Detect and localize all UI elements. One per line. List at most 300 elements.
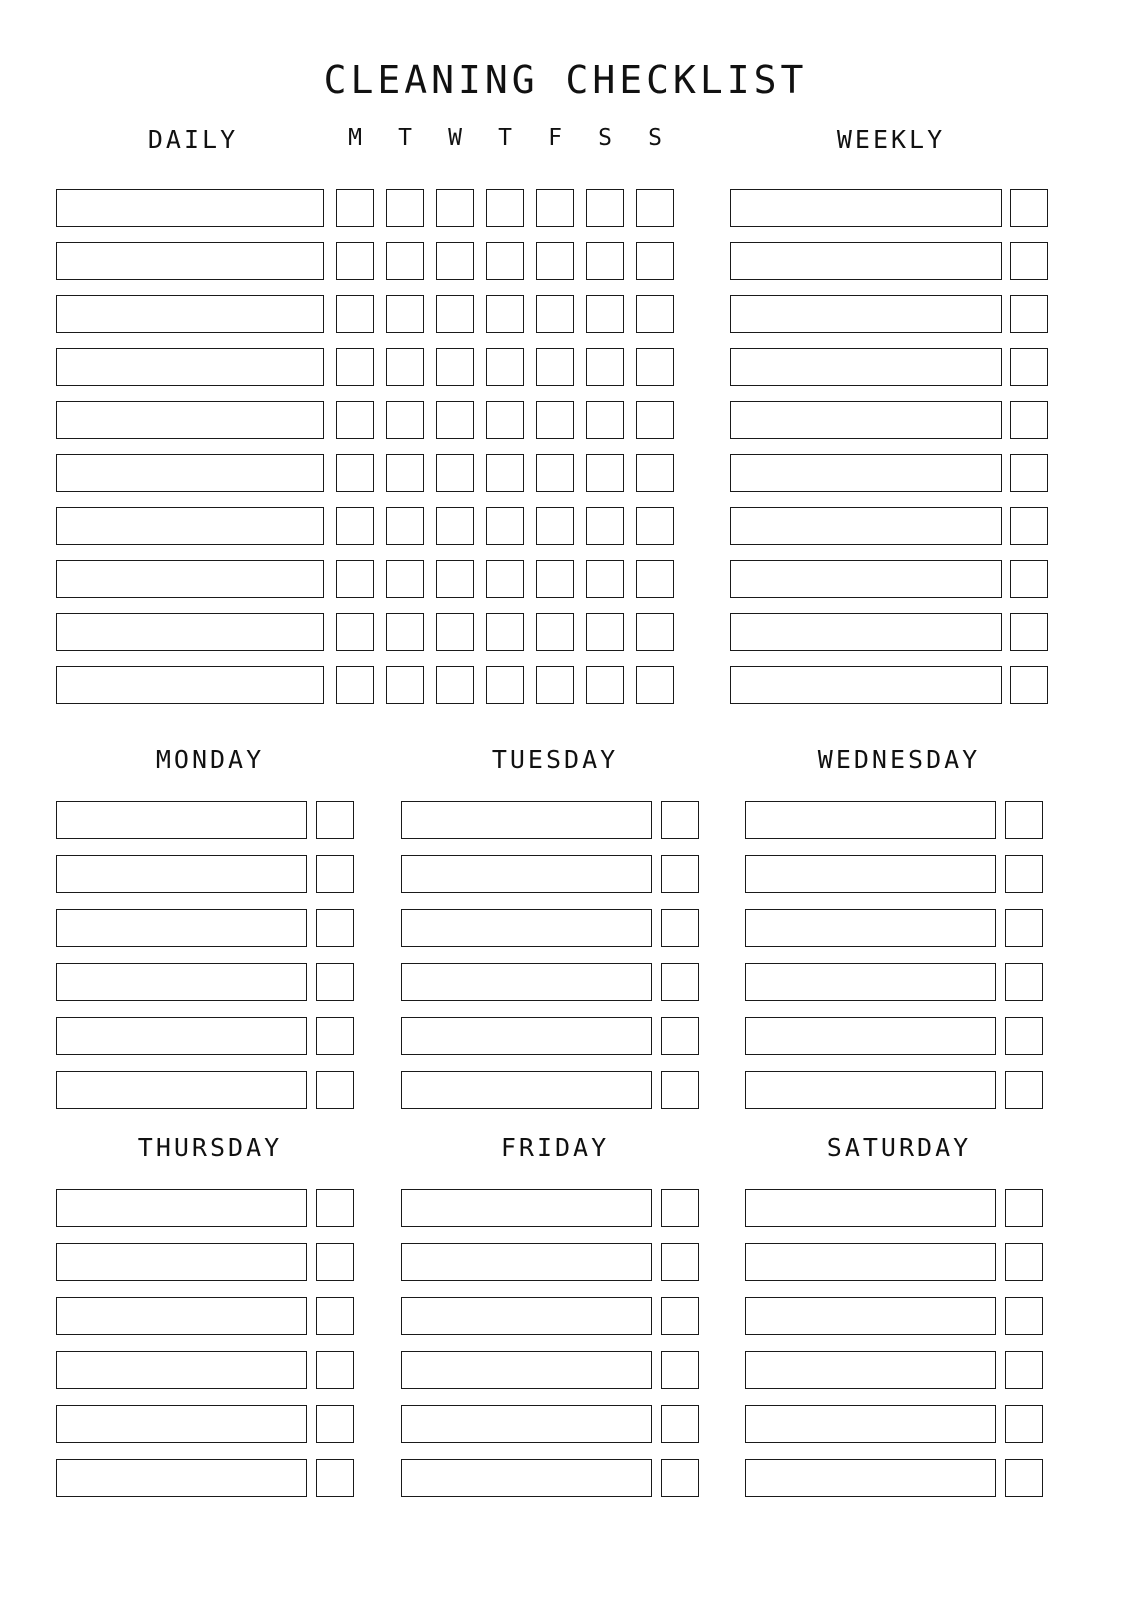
weekday-checkbox[interactable] bbox=[316, 1189, 354, 1227]
daily-checkbox[interactable] bbox=[436, 666, 474, 704]
weekday-task-input[interactable] bbox=[745, 1297, 996, 1335]
weekly-checkbox[interactable] bbox=[1010, 454, 1048, 492]
daily-checkbox[interactable] bbox=[336, 189, 374, 227]
daily-checkbox[interactable] bbox=[336, 242, 374, 280]
daily-check-cell bbox=[630, 507, 680, 545]
weekday-checkbox[interactable] bbox=[1005, 1405, 1043, 1443]
weekly-checkbox[interactable] bbox=[1010, 560, 1048, 598]
weekly-task-input[interactable] bbox=[730, 454, 1002, 492]
weekly-checkbox[interactable] bbox=[1010, 401, 1048, 439]
weekday-task-input[interactable] bbox=[56, 1351, 307, 1389]
weekday-task-row bbox=[56, 1181, 364, 1235]
daily-task-input[interactable] bbox=[56, 666, 324, 704]
weekday-task-row bbox=[745, 1009, 1053, 1063]
daily-check-cell bbox=[580, 189, 630, 227]
daily-checkbox[interactable] bbox=[586, 242, 624, 280]
daily-checkbox[interactable] bbox=[486, 189, 524, 227]
weekly-task-input[interactable] bbox=[730, 666, 1002, 704]
weekday-checkbox[interactable] bbox=[1005, 1351, 1043, 1389]
daily-check-cell bbox=[630, 189, 680, 227]
daily-checkbox[interactable] bbox=[386, 560, 424, 598]
weekday-checkbox[interactable] bbox=[661, 855, 699, 893]
daily-task-input[interactable] bbox=[56, 560, 324, 598]
weekday-task-input[interactable] bbox=[56, 855, 307, 893]
daily-weekday-letter: T bbox=[498, 125, 512, 151]
daily-checkbox[interactable] bbox=[636, 454, 674, 492]
weekday-checkbox[interactable] bbox=[316, 1071, 354, 1109]
daily-check-cell bbox=[430, 242, 480, 280]
daily-checkbox[interactable] bbox=[336, 348, 374, 386]
daily-checkbox[interactable] bbox=[336, 613, 374, 651]
daily-checkbox[interactable] bbox=[636, 507, 674, 545]
daily-checkbox[interactable] bbox=[486, 401, 524, 439]
daily-checkbox[interactable] bbox=[636, 189, 674, 227]
daily-check-cell bbox=[580, 507, 630, 545]
weekday-task-row bbox=[401, 901, 709, 955]
daily-check-cell bbox=[330, 242, 380, 280]
weekday-task-input[interactable] bbox=[56, 1405, 307, 1443]
daily-check-cell bbox=[330, 348, 380, 386]
weekday-checkbox[interactable] bbox=[1005, 801, 1043, 839]
weekday-checkbox[interactable] bbox=[661, 1405, 699, 1443]
weekday-task-row bbox=[745, 793, 1053, 847]
daily-checkbox[interactable] bbox=[386, 507, 424, 545]
weekday-checkbox[interactable] bbox=[1005, 1189, 1043, 1227]
daily-checkbox[interactable] bbox=[536, 401, 574, 439]
daily-check-cell bbox=[380, 189, 430, 227]
daily-checkbox[interactable] bbox=[586, 507, 624, 545]
weekday-task-input[interactable] bbox=[745, 1459, 996, 1497]
daily-task-row bbox=[56, 552, 680, 605]
daily-checkbox[interactable] bbox=[586, 666, 624, 704]
weekday-task-input[interactable] bbox=[745, 1017, 996, 1055]
weekday-section-thursday bbox=[56, 1133, 364, 1505]
daily-checkbox[interactable] bbox=[486, 454, 524, 492]
daily-checkbox[interactable] bbox=[636, 560, 674, 598]
daily-checkbox[interactable] bbox=[386, 401, 424, 439]
weekly-checkbox[interactable] bbox=[1010, 189, 1048, 227]
daily-task-input[interactable] bbox=[56, 189, 324, 227]
daily-checkbox[interactable] bbox=[536, 295, 574, 333]
daily-task-input[interactable] bbox=[56, 507, 324, 545]
daily-checkbox[interactable] bbox=[336, 666, 374, 704]
weekday-checkbox[interactable] bbox=[661, 1351, 699, 1389]
daily-task-input[interactable] bbox=[56, 454, 324, 492]
weekday-sections bbox=[0, 745, 1131, 1521]
weekday-section-monday bbox=[56, 745, 364, 1117]
weekday-task-row bbox=[56, 847, 364, 901]
weekday-task-input[interactable] bbox=[401, 1405, 652, 1443]
weekly-task-row bbox=[730, 234, 1052, 287]
daily-check-cell bbox=[480, 454, 530, 492]
weekday-checkbox[interactable] bbox=[1005, 963, 1043, 1001]
daily-check-cell bbox=[530, 242, 580, 280]
weekday-checkbox[interactable] bbox=[316, 1297, 354, 1335]
weekday-task-row bbox=[745, 955, 1053, 1009]
weekday-checkbox[interactable] bbox=[661, 1459, 699, 1497]
daily-check-cell bbox=[530, 295, 580, 333]
weekday-task-row bbox=[745, 1235, 1053, 1289]
daily-checkbox[interactable] bbox=[486, 613, 524, 651]
daily-checkbox[interactable] bbox=[586, 189, 624, 227]
weekday-task-input[interactable] bbox=[401, 801, 652, 839]
daily-checkbox[interactable] bbox=[586, 348, 624, 386]
weekday-task-input[interactable] bbox=[745, 1243, 996, 1281]
daily-check-cell bbox=[580, 242, 630, 280]
daily-checkbox[interactable] bbox=[386, 454, 424, 492]
daily-checkbox[interactable] bbox=[336, 295, 374, 333]
daily-weekday-letters bbox=[330, 125, 680, 151]
weekly-task-row bbox=[730, 393, 1052, 446]
weekly-task-input[interactable] bbox=[730, 242, 1002, 280]
daily-check-cell bbox=[580, 348, 630, 386]
weekday-heading: MONDAY bbox=[155, 745, 265, 774]
daily-check-cell bbox=[530, 560, 580, 598]
daily-task-row bbox=[56, 340, 680, 393]
weekly-checkbox[interactable] bbox=[1010, 242, 1048, 280]
daily-checkbox[interactable] bbox=[436, 348, 474, 386]
weekday-task-input[interactable] bbox=[401, 1017, 652, 1055]
daily-check-cell bbox=[380, 242, 430, 280]
weekly-task-row bbox=[730, 552, 1052, 605]
weekday-checkbox[interactable] bbox=[316, 963, 354, 1001]
daily-checkbox[interactable] bbox=[386, 666, 424, 704]
weekday-heading: FRIDAY bbox=[500, 1133, 610, 1162]
daily-checkbox[interactable] bbox=[636, 242, 674, 280]
daily-checkbox[interactable] bbox=[586, 613, 624, 651]
daily-checkbox[interactable] bbox=[636, 401, 674, 439]
daily-check-cell bbox=[630, 295, 680, 333]
daily-check-cell bbox=[330, 560, 380, 598]
weekly-task-input[interactable] bbox=[730, 295, 1002, 333]
weekday-task-input[interactable] bbox=[401, 1459, 652, 1497]
daily-task-input[interactable] bbox=[56, 242, 324, 280]
weekday-task-input[interactable] bbox=[56, 1459, 307, 1497]
weekday-checkbox[interactable] bbox=[661, 801, 699, 839]
daily-checkbox[interactable] bbox=[486, 560, 524, 598]
daily-checkbox[interactable] bbox=[436, 507, 474, 545]
weekly-task-input[interactable] bbox=[730, 348, 1002, 386]
daily-check-cell bbox=[580, 613, 630, 651]
weekday-task-input[interactable] bbox=[401, 963, 652, 1001]
weekday-checkbox[interactable] bbox=[661, 1017, 699, 1055]
weekday-checkbox[interactable] bbox=[316, 909, 354, 947]
weekday-task-row bbox=[401, 1181, 709, 1235]
daily-task-row bbox=[56, 234, 680, 287]
weekday-rows bbox=[401, 1181, 709, 1505]
daily-checkbox[interactable] bbox=[586, 560, 624, 598]
weekday-rows bbox=[745, 1181, 1053, 1505]
daily-check-cell bbox=[330, 507, 380, 545]
weekly-checkbox[interactable] bbox=[1010, 348, 1048, 386]
weekday-checkbox[interactable] bbox=[1005, 855, 1043, 893]
weekday-checkbox[interactable] bbox=[661, 1297, 699, 1335]
daily-task-row bbox=[56, 605, 680, 658]
weekday-checkbox[interactable] bbox=[1005, 909, 1043, 947]
weekday-checkbox[interactable] bbox=[316, 801, 354, 839]
daily-checkbox[interactable] bbox=[336, 401, 374, 439]
daily-check-cell bbox=[480, 401, 530, 439]
weekday-checkbox[interactable] bbox=[1005, 1459, 1043, 1497]
weekday-task-row bbox=[401, 1343, 709, 1397]
weekly-checkbox[interactable] bbox=[1010, 613, 1048, 651]
weekday-section-band bbox=[0, 1133, 1131, 1521]
weekday-task-row bbox=[745, 1397, 1053, 1451]
weekly-section bbox=[730, 125, 1052, 167]
daily-check-cell bbox=[480, 242, 530, 280]
daily-weekday-letter: S bbox=[648, 125, 662, 151]
daily-weekday-letter: W bbox=[448, 125, 462, 151]
daily-check-cell bbox=[330, 613, 380, 651]
daily-checkbox[interactable] bbox=[486, 295, 524, 333]
daily-check-cell bbox=[480, 295, 530, 333]
weekday-task-input[interactable] bbox=[56, 1297, 307, 1335]
daily-checkbox[interactable] bbox=[386, 189, 424, 227]
weekly-checkbox[interactable] bbox=[1010, 507, 1048, 545]
daily-check-cell bbox=[480, 613, 530, 651]
weekday-task-input[interactable] bbox=[745, 855, 996, 893]
daily-checkbox[interactable] bbox=[486, 507, 524, 545]
weekday-rows bbox=[56, 1181, 364, 1505]
daily-check-cell bbox=[480, 189, 530, 227]
weekday-task-input[interactable] bbox=[745, 1405, 996, 1443]
daily-checkbox[interactable] bbox=[486, 666, 524, 704]
weekday-checkbox[interactable] bbox=[1005, 1017, 1043, 1055]
weekday-checkbox[interactable] bbox=[1005, 1243, 1043, 1281]
daily-checkbox[interactable] bbox=[436, 454, 474, 492]
daily-check-cell bbox=[430, 401, 480, 439]
daily-check-cell bbox=[530, 454, 580, 492]
daily-check-cell bbox=[580, 666, 630, 704]
weekly-heading: WEEKLY bbox=[836, 125, 946, 154]
daily-task-input[interactable] bbox=[56, 613, 324, 651]
daily-check-cell bbox=[580, 454, 630, 492]
daily-check-cell bbox=[330, 454, 380, 492]
weekday-task-input[interactable] bbox=[401, 909, 652, 947]
daily-check-cell bbox=[430, 666, 480, 704]
daily-checkbox[interactable] bbox=[536, 560, 574, 598]
daily-check-cell bbox=[630, 613, 680, 651]
weekday-task-row bbox=[401, 1009, 709, 1063]
weekday-task-input[interactable] bbox=[56, 801, 307, 839]
weekday-checkbox[interactable] bbox=[661, 963, 699, 1001]
weekday-task-row bbox=[401, 1451, 709, 1505]
daily-checkbox[interactable] bbox=[586, 454, 624, 492]
daily-check-cell bbox=[380, 560, 430, 598]
daily-check-cell bbox=[530, 613, 580, 651]
weekday-rows bbox=[401, 793, 709, 1117]
daily-checkbox[interactable] bbox=[536, 666, 574, 704]
daily-check-cell bbox=[630, 348, 680, 386]
daily-task-input[interactable] bbox=[56, 295, 324, 333]
daily-check-cell bbox=[480, 507, 530, 545]
weekday-task-input[interactable] bbox=[401, 1071, 652, 1109]
daily-task-row bbox=[56, 393, 680, 446]
weekday-task-row bbox=[56, 1009, 364, 1063]
daily-checkbox[interactable] bbox=[436, 189, 474, 227]
weekly-task-input[interactable] bbox=[730, 401, 1002, 439]
weekday-task-input[interactable] bbox=[745, 1071, 996, 1109]
daily-checkbox[interactable] bbox=[536, 348, 574, 386]
weekday-task-input[interactable] bbox=[56, 1189, 307, 1227]
daily-checkbox[interactable] bbox=[486, 242, 524, 280]
daily-check-cell bbox=[330, 189, 380, 227]
daily-task-input[interactable] bbox=[56, 401, 324, 439]
weekday-heading: SATURDAY bbox=[826, 1133, 972, 1162]
daily-check-cell bbox=[430, 613, 480, 651]
weekday-checkbox[interactable] bbox=[316, 1459, 354, 1497]
daily-check-cell bbox=[330, 666, 380, 704]
weekday-task-row bbox=[401, 955, 709, 1009]
weekday-checkbox[interactable] bbox=[661, 1243, 699, 1281]
daily-check-cell bbox=[330, 295, 380, 333]
daily-checkbox[interactable] bbox=[586, 401, 624, 439]
weekday-task-input[interactable] bbox=[745, 1351, 996, 1389]
weekday-task-row bbox=[745, 847, 1053, 901]
daily-heading: DAILY bbox=[147, 125, 239, 154]
weekday-checkbox[interactable] bbox=[661, 1071, 699, 1109]
daily-task-row bbox=[56, 181, 680, 234]
daily-checkbox[interactable] bbox=[436, 401, 474, 439]
daily-checkbox[interactable] bbox=[486, 348, 524, 386]
weekday-task-row bbox=[401, 1063, 709, 1117]
weekly-task-input[interactable] bbox=[730, 189, 1002, 227]
daily-weekday-letter: S bbox=[598, 125, 612, 151]
daily-checkbox[interactable] bbox=[536, 189, 574, 227]
daily-check-cell bbox=[380, 348, 430, 386]
daily-check-cell bbox=[430, 454, 480, 492]
daily-check-cell bbox=[430, 560, 480, 598]
daily-check-cell bbox=[480, 560, 530, 598]
daily-checkbox[interactable] bbox=[636, 613, 674, 651]
daily-check-cell bbox=[530, 348, 580, 386]
daily-checkbox[interactable] bbox=[336, 454, 374, 492]
weekday-task-row bbox=[745, 1451, 1053, 1505]
weekday-task-row bbox=[401, 1397, 709, 1451]
weekday-task-row bbox=[56, 1451, 364, 1505]
daily-check-cell bbox=[630, 666, 680, 704]
weekday-task-input[interactable] bbox=[401, 855, 652, 893]
daily-check-cell bbox=[580, 401, 630, 439]
weekday-checkbox[interactable] bbox=[316, 1017, 354, 1055]
weekday-section-saturday bbox=[745, 1133, 1053, 1505]
daily-task-input[interactable] bbox=[56, 348, 324, 386]
weekday-task-row bbox=[745, 1343, 1053, 1397]
weekday-task-input[interactable] bbox=[56, 1243, 307, 1281]
weekday-task-row bbox=[401, 1289, 709, 1343]
daily-check-cell bbox=[580, 295, 630, 333]
daily-checkbox[interactable] bbox=[636, 666, 674, 704]
weekday-task-input[interactable] bbox=[745, 1189, 996, 1227]
weekday-task-input[interactable] bbox=[56, 963, 307, 1001]
weekday-task-input[interactable] bbox=[56, 1017, 307, 1055]
weekday-checkbox[interactable] bbox=[316, 855, 354, 893]
weekday-task-row bbox=[56, 1063, 364, 1117]
daily-check-cell bbox=[630, 560, 680, 598]
weekly-task-row bbox=[730, 499, 1052, 552]
weekday-rows bbox=[56, 793, 364, 1117]
weekday-checkbox[interactable] bbox=[316, 1351, 354, 1389]
daily-checkbox[interactable] bbox=[386, 613, 424, 651]
weekday-task-row bbox=[56, 793, 364, 847]
weekly-checkbox[interactable] bbox=[1010, 666, 1048, 704]
daily-check-cell bbox=[380, 613, 430, 651]
weekly-task-row bbox=[730, 340, 1052, 393]
weekly-checkbox[interactable] bbox=[1010, 295, 1048, 333]
weekday-task-input[interactable] bbox=[745, 963, 996, 1001]
daily-checkbox[interactable] bbox=[386, 242, 424, 280]
weekday-section-wednesday bbox=[745, 745, 1053, 1117]
daily-check-cell bbox=[530, 401, 580, 439]
weekly-task-row bbox=[730, 605, 1052, 658]
daily-checkbox[interactable] bbox=[536, 613, 574, 651]
daily-checkbox[interactable] bbox=[636, 348, 674, 386]
daily-checkbox[interactable] bbox=[336, 507, 374, 545]
daily-check-cell bbox=[530, 507, 580, 545]
daily-checkbox[interactable] bbox=[336, 560, 374, 598]
weekday-task-row bbox=[56, 1289, 364, 1343]
daily-checkbox[interactable] bbox=[536, 454, 574, 492]
daily-check-cell bbox=[480, 348, 530, 386]
weekday-checkbox[interactable] bbox=[1005, 1297, 1043, 1335]
daily-checkbox[interactable] bbox=[536, 242, 574, 280]
daily-check-cell bbox=[380, 295, 430, 333]
daily-check-cell bbox=[330, 401, 380, 439]
weekday-checkbox[interactable] bbox=[1005, 1071, 1043, 1109]
daily-section bbox=[56, 125, 680, 167]
daily-task-row bbox=[56, 446, 680, 499]
daily-checkbox[interactable] bbox=[536, 507, 574, 545]
weekly-task-row bbox=[730, 446, 1052, 499]
daily-check-cell bbox=[480, 666, 530, 704]
weekday-task-input[interactable] bbox=[56, 909, 307, 947]
weekly-task-row bbox=[730, 287, 1052, 340]
weekly-task-input[interactable] bbox=[730, 613, 1002, 651]
weekday-checkbox[interactable] bbox=[316, 1405, 354, 1443]
weekly-task-input[interactable] bbox=[730, 507, 1002, 545]
daily-rows bbox=[56, 181, 680, 711]
weekday-task-input[interactable] bbox=[56, 1071, 307, 1109]
weekday-checkbox[interactable] bbox=[316, 1243, 354, 1281]
daily-task-row bbox=[56, 287, 680, 340]
daily-checkbox[interactable] bbox=[386, 348, 424, 386]
daily-check-cell bbox=[380, 454, 430, 492]
daily-weekday-letter: F bbox=[548, 125, 562, 151]
weekday-task-input[interactable] bbox=[745, 801, 996, 839]
weekday-task-row bbox=[401, 847, 709, 901]
daily-checkbox[interactable] bbox=[436, 242, 474, 280]
weekday-checkbox[interactable] bbox=[661, 1189, 699, 1227]
daily-checkbox[interactable] bbox=[436, 613, 474, 651]
weekday-checkbox[interactable] bbox=[661, 909, 699, 947]
weekday-heading: THURSDAY bbox=[137, 1133, 283, 1162]
weekday-task-row bbox=[745, 1181, 1053, 1235]
daily-checkbox[interactable] bbox=[436, 295, 474, 333]
weekday-task-input[interactable] bbox=[401, 1189, 652, 1227]
daily-checkbox[interactable] bbox=[636, 295, 674, 333]
weekday-task-row bbox=[745, 1063, 1053, 1117]
weekday-task-input[interactable] bbox=[745, 909, 996, 947]
daily-checkbox[interactable] bbox=[586, 295, 624, 333]
weekday-task-input[interactable] bbox=[401, 1351, 652, 1389]
daily-checkbox[interactable] bbox=[436, 560, 474, 598]
weekday-task-input[interactable] bbox=[401, 1297, 652, 1335]
weekday-task-input[interactable] bbox=[401, 1243, 652, 1281]
daily-check-cell bbox=[630, 401, 680, 439]
daily-checkbox[interactable] bbox=[386, 295, 424, 333]
weekly-task-input[interactable] bbox=[730, 560, 1002, 598]
weekly-task-row bbox=[730, 181, 1052, 234]
